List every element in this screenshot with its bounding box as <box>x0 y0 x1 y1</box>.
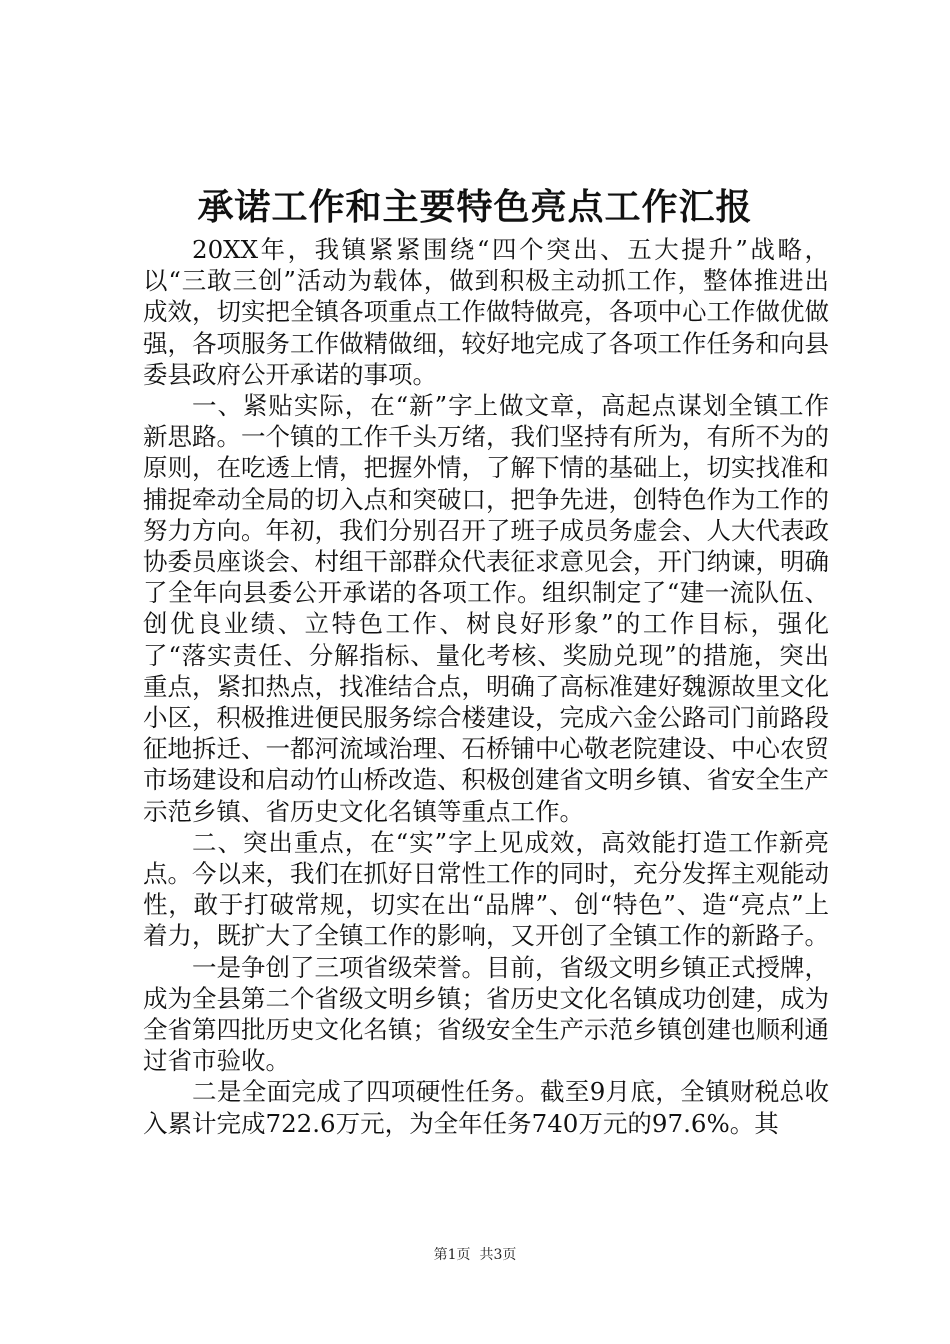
page-footer <box>0 1245 950 1265</box>
paragraph-intro: 20XX年，我镇紧紧围绕“四个突出、五大提升”战略，以“三敢三创”活动为载体，做到积极主动抓工作，整体推进出成效，切实把全镇各项重点工作做特做亮，各项中心工作做优做强，各项服务工作做精做细，较好地完成了各项工作任务和向县委县政府公开承诺的事项。 <box>143 235 829 389</box>
paragraph-item-one: 一是争创了三项省级荣誉。目前，省级文明乡镇正式授牌，成为全县第二个省级文明乡镇；省历史文化名镇成功创建，成为全省第四批历史文化名镇；省级安全生产示范乡镇创建也顺利通过省市验收。 <box>143 952 829 1076</box>
page-total: 共3页 <box>479 1247 517 1263</box>
document-body <box>143 234 829 1139</box>
document-title: 承诺工作和主要特色亮点工作汇报 <box>197 187 753 228</box>
paragraph-item-two: 二是全面完成了四项硬性任务。截至9月底，全镇财税总收入累计完成722.6万元，为全年任务740万元的97.6%。其 <box>143 1077 829 1138</box>
page-number: 第1页 <box>433 1247 471 1263</box>
paragraph-section-one: 一、紧贴实际，在“新”字上做文章，高起点谋划全镇工作新思路。一个镇的工作千头万绪，我们坚持有所为，有所不为的原则，在吃透上情，把握外情，了解下情的基础上，切实找准和捕捉牵动全局的切入点和突破口，把争先进，创特色作为工作的努力方向。年初，我们分别召开了班子成员务虚会、人大代表政协委员座谈会、村组干部群众代表征求意见会，开门纳谏，明确了全年向县委公开承诺的各项工作。组织制定了“建一流队伍、创优良业绩、立特色工作、树良好形象”的工作目标，强化了“落实责任、分解指标、量化考核、奖励兑现”的措施，突出重点，紧扣热点，找准结合点，明确了高标准建好魏源故里文化小区，积极推进便民服务综合楼建设，完成六金公路司门前路段征地拆迁、一都河流域治理、石桥铺中心敬老院建设、中心农贸市场建设和启动竹山桥改造、积极创建省文明乡镇、省安全生产示范乡镇、省历史文化名镇等重点工作。 <box>143 391 829 826</box>
paragraph-section-two: 二、突出重点，在“实”字上见成效，高效能打造工作新亮点。今以来，我们在抓好日常性工作的同时，充分发挥主观能动性，敢于打破常规，切实在出“品牌”、创“特色”、造“亮点”上着力，既扩大了全镇工作的影响，又开创了全镇工作的新路子。 <box>143 827 829 951</box>
